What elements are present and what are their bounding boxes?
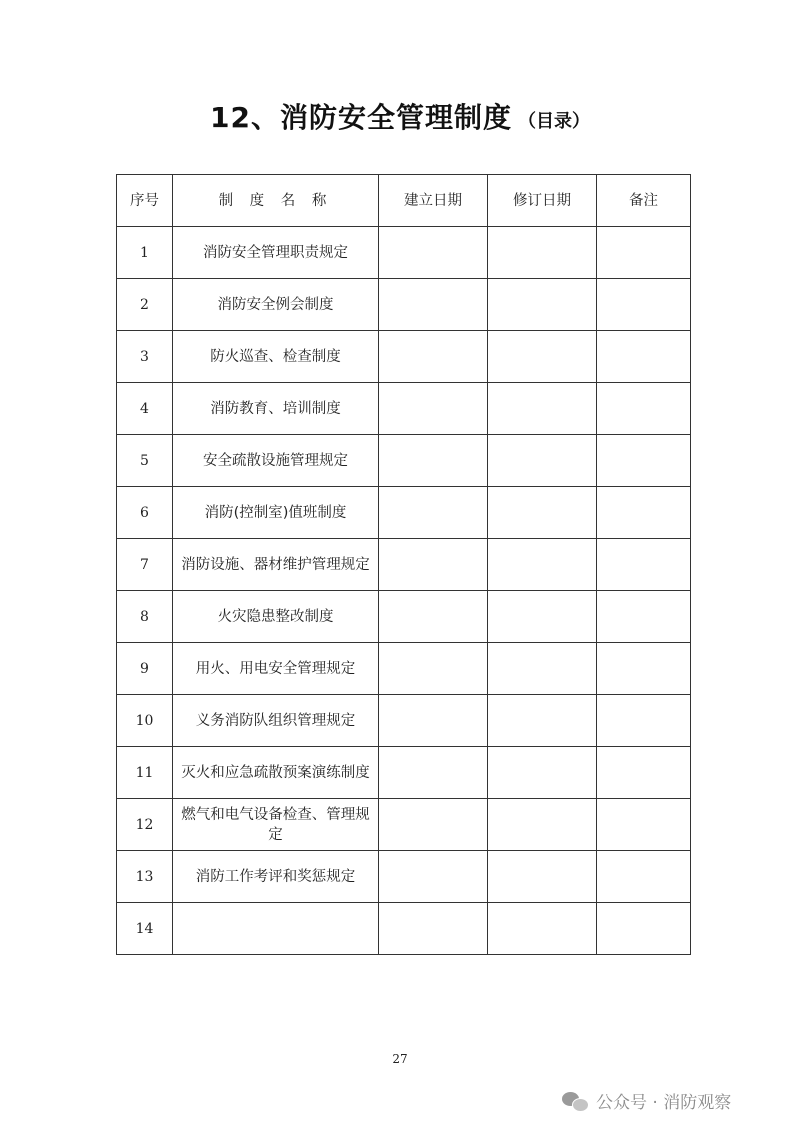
remark-cell	[597, 383, 691, 435]
revised-date-cell	[488, 903, 597, 955]
row-number: 4	[117, 383, 173, 435]
row-number: 8	[117, 591, 173, 643]
wechat-icon	[562, 1090, 588, 1112]
remark-cell	[597, 331, 691, 383]
table-row	[117, 695, 691, 747]
table-row	[117, 799, 691, 851]
table-row	[117, 279, 691, 331]
table-row	[117, 747, 691, 799]
table-row	[117, 487, 691, 539]
regulation-name	[173, 903, 379, 955]
revised-date-cell	[488, 383, 597, 435]
table-row	[117, 539, 691, 591]
remark-cell	[597, 799, 691, 851]
revised-date-cell	[488, 487, 597, 539]
table-row	[117, 851, 691, 903]
table-row	[117, 643, 691, 695]
regulation-name: 消防工作考评和奖惩规定	[173, 851, 379, 903]
remark-cell	[597, 643, 691, 695]
established-date-cell	[379, 487, 488, 539]
page-number: 27	[392, 1052, 408, 1066]
title-main: 12、消防安全管理制度	[210, 101, 512, 134]
row-number: 9	[117, 643, 173, 695]
remark-cell	[597, 435, 691, 487]
established-date-cell	[379, 591, 488, 643]
header-remarks: 备注	[597, 175, 691, 227]
established-date-cell	[379, 643, 488, 695]
table-row	[117, 435, 691, 487]
established-date-cell	[379, 331, 488, 383]
regulation-name: 消防(控制室)值班制度	[173, 487, 379, 539]
established-date-cell	[379, 851, 488, 903]
revised-date-cell	[488, 331, 597, 383]
regulation-name: 用火、用电安全管理规定	[173, 643, 379, 695]
revised-date-cell	[488, 695, 597, 747]
table-row	[117, 383, 691, 435]
regulation-name: 火灾隐患整改制度	[173, 591, 379, 643]
row-number: 11	[117, 747, 173, 799]
row-number: 13	[117, 851, 173, 903]
regulation-name: 防火巡查、检查制度	[173, 331, 379, 383]
remark-cell	[597, 487, 691, 539]
established-date-cell	[379, 539, 488, 591]
header-revised-date: 修订日期	[488, 175, 597, 227]
regulation-name: 消防安全例会制度	[173, 279, 379, 331]
regulation-name: 消防安全管理职责规定	[173, 227, 379, 279]
established-date-cell	[379, 799, 488, 851]
regulation-name: 义务消防队组织管理规定	[173, 695, 379, 747]
row-number: 14	[117, 903, 173, 955]
regulation-name: 燃气和电气设备检查、管理规定	[173, 799, 379, 851]
revised-date-cell	[488, 643, 597, 695]
established-date-cell	[379, 383, 488, 435]
established-date-cell	[379, 279, 488, 331]
row-number: 10	[117, 695, 173, 747]
row-number: 1	[117, 227, 173, 279]
revised-date-cell	[488, 435, 597, 487]
revised-date-cell	[488, 591, 597, 643]
remark-cell	[597, 851, 691, 903]
remark-cell	[597, 903, 691, 955]
remark-cell	[597, 747, 691, 799]
row-number: 5	[117, 435, 173, 487]
row-number: 12	[117, 799, 173, 851]
established-date-cell	[379, 695, 488, 747]
table-header-row	[117, 175, 691, 227]
document-title	[0, 96, 800, 136]
header-name: 制 度 名 称	[173, 175, 379, 227]
row-number: 2	[117, 279, 173, 331]
row-number: 7	[117, 539, 173, 591]
remark-cell	[597, 539, 691, 591]
revised-date-cell	[488, 799, 597, 851]
regulation-name: 消防教育、培训制度	[173, 383, 379, 435]
revised-date-cell	[488, 227, 597, 279]
established-date-cell	[379, 227, 488, 279]
regulation-name: 消防设施、器材维护管理规定	[173, 539, 379, 591]
established-date-cell	[379, 435, 488, 487]
remark-cell	[597, 227, 691, 279]
table-row	[117, 903, 691, 955]
regulation-name: 安全疏散设施管理规定	[173, 435, 379, 487]
table-row	[117, 331, 691, 383]
row-number: 3	[117, 331, 173, 383]
watermark	[562, 1088, 731, 1113]
title-subtitle: （目录）	[517, 111, 590, 132]
revised-date-cell	[488, 539, 597, 591]
established-date-cell	[379, 903, 488, 955]
remark-cell	[597, 591, 691, 643]
established-date-cell	[379, 747, 488, 799]
regulation-table	[116, 174, 691, 955]
header-established-date: 建立日期	[379, 175, 488, 227]
revised-date-cell	[488, 747, 597, 799]
remark-cell	[597, 695, 691, 747]
table-row	[117, 227, 691, 279]
watermark-text: 公众号 · 消防观察	[596, 1093, 732, 1113]
revised-date-cell	[488, 279, 597, 331]
row-number: 6	[117, 487, 173, 539]
regulation-name: 灭火和应急疏散预案演练制度	[173, 747, 379, 799]
remark-cell	[597, 279, 691, 331]
header-serial: 序号	[117, 175, 173, 227]
revised-date-cell	[488, 851, 597, 903]
table-row	[117, 591, 691, 643]
